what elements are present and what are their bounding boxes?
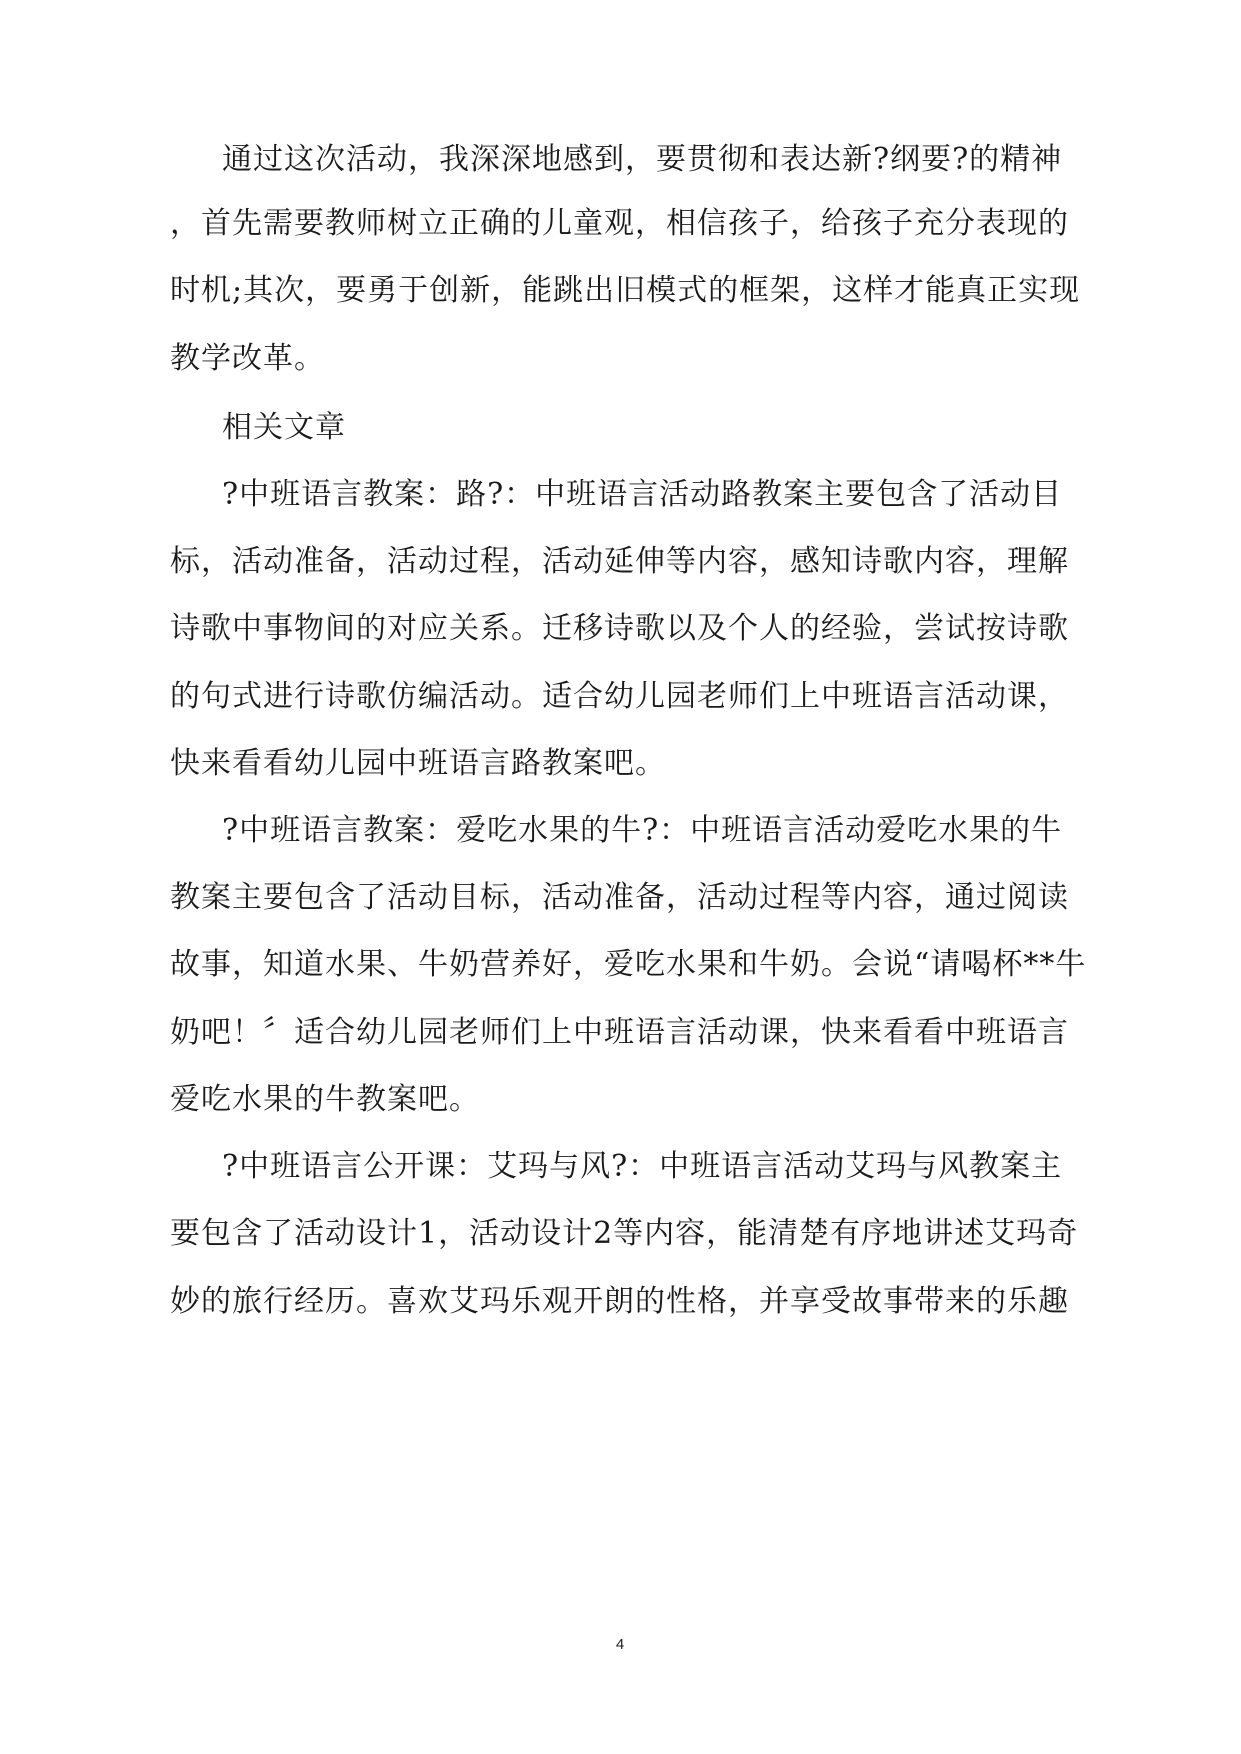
paragraph-line: ，首先需要教师树立正确的儿童观，相信孩子，给孩子充分表现的 <box>170 206 1069 241</box>
paragraph-line: ?中班语言公开课：艾玛与风?：中班语言活动艾玛与风教案主 <box>222 1149 1063 1184</box>
paragraph-line: 诗歌中事物间的对应关系。迁移诗歌以及个人的经验，尝试按诗歌 <box>170 611 1069 646</box>
paragraph-line: 奶吧！〞适合幼儿园老师们上中班语言活动课，快来看看中班语言 <box>170 1015 1069 1050</box>
paragraph-line: 要包含了活动设计1，活动设计2等内容，能清楚有序地讲述艾玛奇 <box>170 1216 1079 1251</box>
page-number: 4 <box>615 1636 625 1653</box>
paragraph-line: ?中班语言教案：爱吃水果的牛?：中班语言活动爱吃水果的牛 <box>222 813 1063 848</box>
paragraph-line: 通过这次活动，我深深地感到，要贯彻和表达新?纲要?的精神 <box>222 142 1063 177</box>
paragraph-line: 标，活动准备，活动过程，活动延伸等内容，感知诗歌内容，理解 <box>170 544 1069 579</box>
paragraph-line: 妙的旅行经历。喜欢艾玛乐观开朗的性格，并享受故事带来的乐趣 <box>170 1284 1069 1319</box>
section-heading: 相关文章 <box>222 410 346 445</box>
paragraph-line: 爱吃水果的牛教案吧。 <box>170 1082 480 1117</box>
paragraph-line: 故事，知道水果、牛奶营养好，爱吃水果和牛奶。会说“请喝杯**牛 <box>170 947 1087 982</box>
paragraph-line: 教案主要包含了活动目标，活动准备，活动过程等内容，通过阅读 <box>170 880 1069 915</box>
paragraph-line: ?中班语言教案：路?：中班语言活动路教案主要包含了活动目 <box>222 477 1063 512</box>
paragraph-line: 的句式进行诗歌仿编活动。适合幼儿园老师们上中班语言活动课， <box>170 679 1069 714</box>
paragraph-line: 快来看看幼儿园中班语言路教案吧。 <box>170 746 666 781</box>
paragraph-line: 教学改革。 <box>170 341 325 376</box>
paragraph-line: 时机;其次，要勇于创新，能跳出旧模式的框架，这样才能真正实现 <box>170 273 1081 308</box>
